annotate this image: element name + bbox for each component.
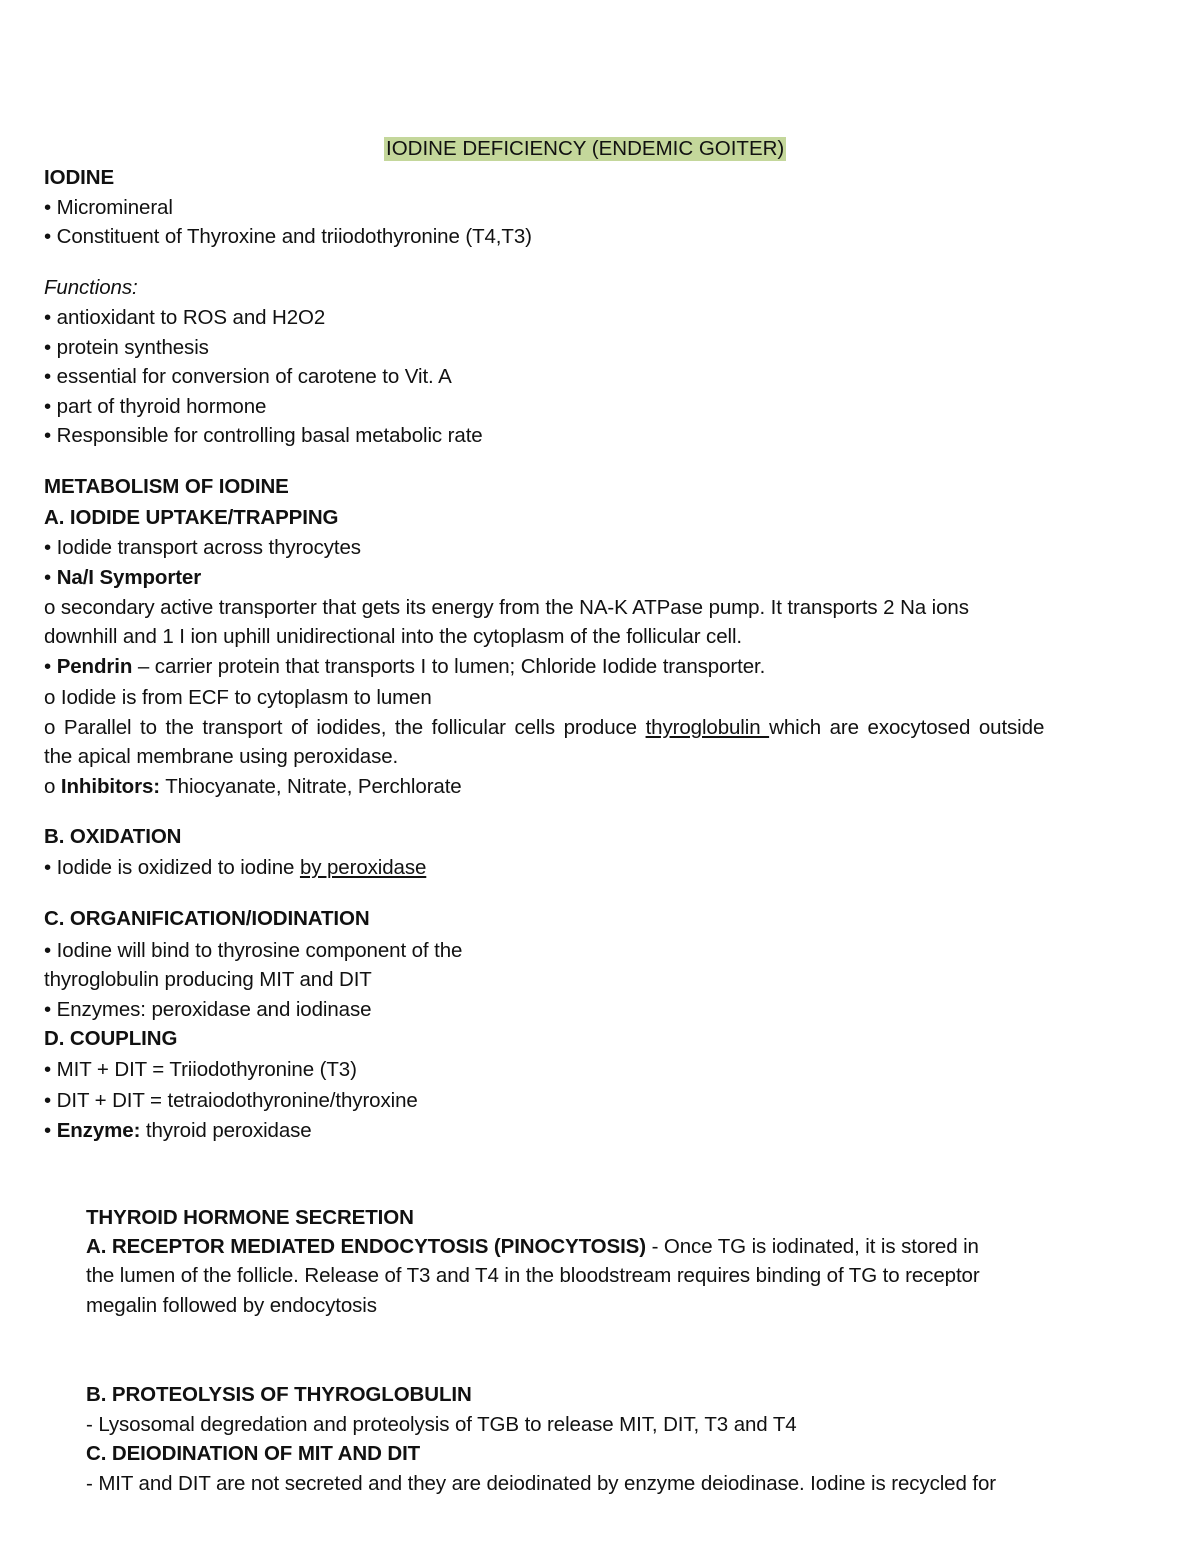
endocytosis-line-1 [86,1235,979,1259]
functions-heading: Functions: [44,276,138,299]
bullet: • [44,566,57,589]
coupling-bullet: • DIT + DIT = tetraiodothyronine/thyroxine [44,1089,418,1112]
symporter-desc-line-1: o secondary active transporter that gets its energy from the NA-K ATPase pump. It transports 2 Na ions [44,596,969,619]
functions-item: • part of thyroid hormone [44,395,267,418]
endocytosis-line-3: megalin followed by endocytosis [86,1294,377,1317]
proteolysis-heading: B. PROTEOLYSIS OF THYROGLOBULIN [86,1383,472,1406]
deiodination-line: - MIT and DIT are not secreted and they are deiodinated by enzyme deiodinase. Iodine is recycled for [86,1472,996,1495]
oxidation-underlined: by peroxidase [299,856,427,879]
pendrin-bullet [44,655,765,679]
inhibitors-line [44,775,462,799]
endocytosis-term: A. RECEPTOR MEDIATED ENDOCYTOSIS (PINOCYTOSIS) [86,1235,646,1258]
enzyme-name: thyroid peroxidase [140,1119,312,1142]
thyroglobulin-pre: o Parallel to the transport of iodides, the follicular cells produce [44,716,646,739]
symporter-term: Na/I Symporter [56,566,202,589]
iodine-bullet-1: • Micromineral [44,196,173,219]
enzyme-term: Enzyme: [56,1119,141,1142]
functions-item: • Responsible for controlling basal metabolic rate [44,424,483,447]
coupling-bullet: • MIT + DIT = Triiodothyronine (T3) [44,1058,357,1081]
endocytosis-desc: - Once TG is iodinated, it is stored in [645,1235,979,1258]
thyroglobulin-line-2: the apical membrane using peroxidase. [44,745,399,768]
proteolysis-line: - Lysosomal degredation and proteolysis of TGB to release MIT, DIT, T3 and T4 [86,1413,797,1436]
coupling-heading: D. COUPLING [44,1027,178,1050]
thyroglobulin-term: thyroglobulin [645,716,770,739]
symporter-desc-line-2: downhill and 1 I ion uphill unidirectional into the cytoplasm of the follicular cell. [44,625,743,648]
iodine-bullet-2: • Constituent of Thyroxine and triiodothyronine (T4,T3) [44,225,532,248]
endocytosis-line-2: the lumen of the follicle. Release of T3 and T4 in the bloodstream requires binding of TG to receptor [86,1264,980,1287]
metabolism-heading: METABOLISM OF IODINE [44,475,289,498]
pendrin-desc: – carrier protein that transports I to lumen; Chloride Iodide transporter. [132,655,766,678]
pendrin-term: Pendrin [56,655,133,678]
functions-item: • protein synthesis [44,336,209,359]
coupling-enzyme-bullet [44,1119,312,1143]
bullet: • [44,655,57,678]
bullet: o [44,775,61,798]
oxidation-text: • Iodide is oxidized to iodine [44,856,300,879]
iodide-uptake-heading: A. IODIDE UPTAKE/TRAPPING [44,506,339,529]
inhibitors-term: Inhibitors: [60,775,161,798]
symporter-bullet [44,566,201,590]
deiodination-heading: C. DEIODINATION OF MIT AND DIT [86,1442,421,1465]
functions-item: • antioxidant to ROS and H2O2 [44,306,326,329]
thyroglobulin-post: which are exocytosed outside [769,716,1045,739]
document-title: IODINE DEFICIENCY (ENDEMIC GOITER) [386,137,785,160]
iodine-heading: IODINE [44,166,115,189]
uptake-bullet: • Iodide transport across thyrocytes [44,536,361,559]
iodide-path-line: o Iodide is from ECF to cytoplasm to lumen [44,686,432,709]
bullet: • [44,1119,57,1142]
enzymes-bullet: • Enzymes: peroxidase and iodinase [44,998,372,1021]
organification-heading: C. ORGANIFICATION/IODINATION [44,907,370,930]
secretion-heading: THYROID HORMONE SECRETION [86,1206,414,1229]
organification-line-1: • Iodine will bind to thyrosine component of the [44,939,463,962]
oxidation-bullet [44,856,426,880]
inhibitors-list: Thiocyanate, Nitrate, Perchlorate [160,775,462,798]
organification-line-2: thyroglobulin producing MIT and DIT [44,968,372,991]
functions-item: • essential for conversion of carotene to Vit. A [44,365,452,388]
thyroglobulin-line-1 [44,716,1044,740]
oxidation-heading: B. OXIDATION [44,825,182,848]
